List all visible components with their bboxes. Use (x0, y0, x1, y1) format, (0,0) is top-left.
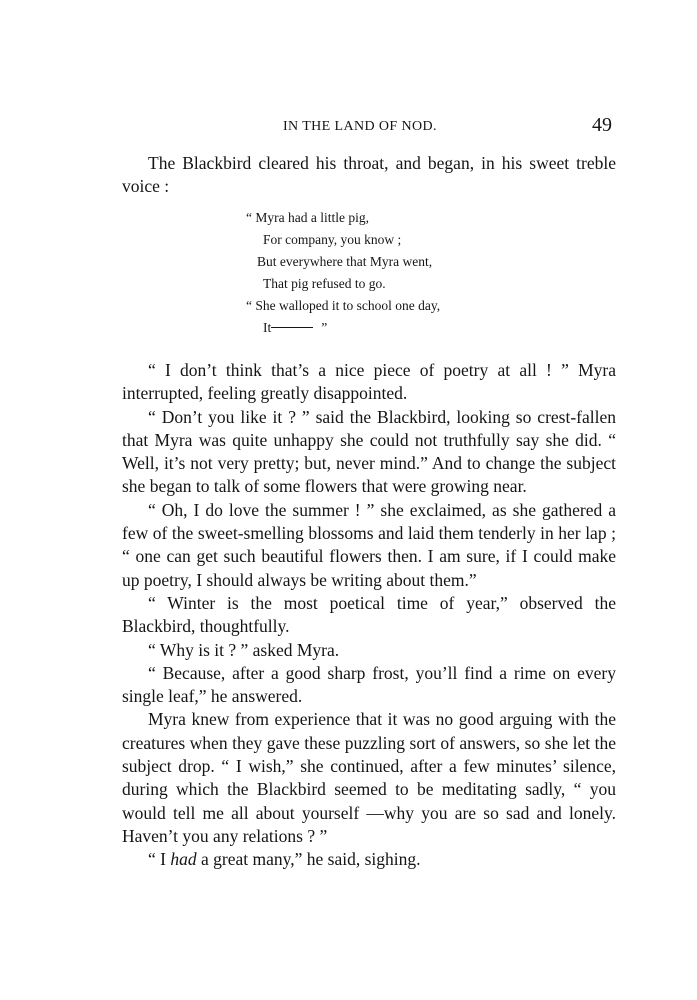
intro-paragraph-block (122, 152, 616, 199)
page-number: 49 (592, 114, 612, 136)
paragraph: “ Don’t you like it ? ” said the Blackbird, looking so crest-fallen that Myra was quite unhappy she could not truthfully say she did. “ Well, it’s not very pretty; but, never mind.” And to change the subject she began to talk of some flowers that were growing near. (122, 406, 616, 497)
poem (246, 207, 440, 339)
paragraph: “ Because, after a good sharp frost, you’ll find a rime on every single leaf,” he answered. (122, 662, 616, 707)
paragraph-final-start: “ I (148, 849, 171, 870)
poem-line: But everywhere that Myra went, (257, 254, 433, 269)
paragraph: “ Oh, I do love the summer ! ” she exclaimed, as she gathered a few of the sweet-smelling blossoms and laid them tenderly in her lap ; “ one can get such beautiful flowers then. I am sure, if I could make up poetry, I should always be writing about them.” (122, 499, 616, 590)
paragraph: “ Why is it ? ” asked Myra. (148, 639, 340, 660)
paragraph: “ I don’t think that’s a nice piece of poetry at all ! ” Myra interrupted, feeling greatly disappointed. (122, 360, 616, 404)
body-text (122, 359, 616, 872)
poem-line: That pig refused to go. (263, 276, 386, 291)
poem-line-broken (246, 317, 440, 339)
broken-off-dash (271, 327, 313, 328)
intro-paragraph: The Blackbird cleared his throat, and began, in his sweet treble voice : (122, 153, 616, 197)
poem-broken-word: It (263, 320, 272, 335)
poem-line: “ Myra had a little pig, (246, 210, 369, 225)
paragraph: Myra knew from experience that it was no good arguing with the creatures when they gave these puzzling sort of answers, so she let the subject drop. “ I wish,” she continued, after a few minutes’ silence, during which the Blackbird seemed to be meditating sadly, “ you would tell me all about yourself —why you are so sad and lonely. Haven’t you any relations ? ” (122, 709, 616, 846)
running-title: IN THE LAND OF NOD. (283, 119, 437, 134)
paragraph: “ Winter is the most poetical time of year,” observed the Blackbird, thoughtfully. (122, 592, 616, 637)
poem-line: “ She walloped it to school one day, (246, 298, 441, 313)
poem-line: For company, you know ; (263, 232, 402, 247)
paragraph-final-end: a great many,” he said, sighing. (196, 849, 421, 870)
paragraph-final (122, 848, 616, 871)
emphasized-word: had (170, 849, 197, 870)
poem-closing-quote: ” (321, 320, 328, 335)
